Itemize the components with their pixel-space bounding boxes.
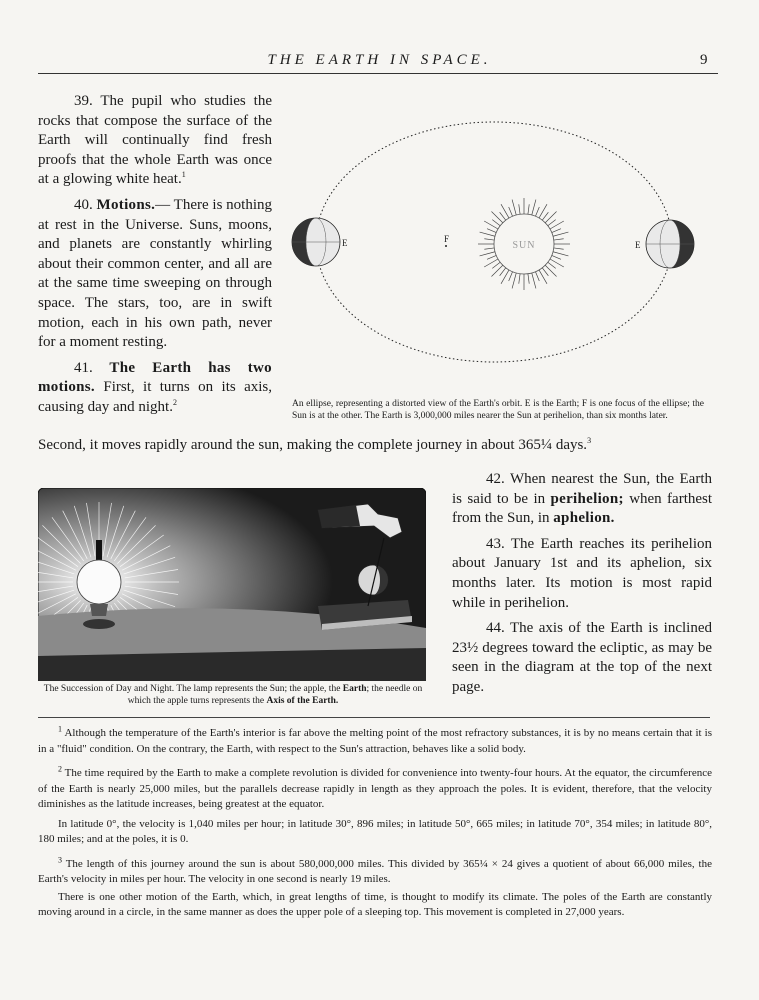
term-perihelion: perihelion; (550, 490, 624, 507)
footnote-mark: 1 (58, 724, 62, 734)
footnote-mark: 2 (58, 764, 62, 774)
paragraph-text: Second, it moves rapidly around the sun, making the complete journey in about 365¼ days. (38, 437, 588, 453)
caption-term-earth: Earth (342, 684, 367, 694)
orbit-caption: An ellipse, representing a distorted view of the Earth's orbit. E is the Earth; F is one focus of the ellipse; the Sun is at the other. The Earth is 3,000,000 miles nearer the Sun at perihelion, than six months later. (292, 399, 704, 422)
page-number: 9 (700, 52, 708, 68)
heading-dash: — (155, 196, 171, 213)
footnote-mark: 3 (58, 854, 62, 864)
footnote-rule (38, 717, 710, 718)
paragraph-text: when farthest from the Sun, in (452, 490, 713, 527)
day-night-illustration (38, 488, 426, 681)
paragraph-text: The axis of the Earth is inclined 23½ degrees toward the ecliptic, as may be seen in the diagram at the top of the next page. (452, 620, 712, 695)
paragraph-number: 44. (486, 620, 505, 637)
paragraph-text: When nearest the Sun, the Earth is said to be in (452, 471, 712, 507)
footnote-2-continued (38, 817, 712, 848)
paragraph-39 (38, 92, 272, 190)
paragraph-text: There is nothing at rest in the Universe. Suns, moons, and planets are constantly whirling about their common center, and all are at the same time sweeping on through space. The stars, too, are in swift motion, each in his own path, never for a moment resting. (38, 196, 273, 351)
earth-left-label: E (342, 238, 348, 248)
footnote-3 (38, 854, 712, 888)
focus-label: F (444, 234, 450, 244)
footnote-text: The time required by the Earth to make a complete revolution is divided for convenience into twenty-four hours. At the equator, the circumference of the Earth is nearly 25,000 miles, but the parallels decrease rapidly in length as they approach the poles. It is evident, therefore, that the velocity diminishes as the latitude increases, being greatest at the equator. (38, 767, 712, 810)
footnote-text: There is one other motion of the Earth, which, in great lengths of time, is thought to modify its climate. The poles of the Earth are constantly moving around in a circle, in the same manner as does the upper pole of a sleeping top. This movement is completed in 27,000 years. (38, 890, 712, 918)
paragraph-text: First, it turns on its axis, causing day and night. (38, 379, 272, 415)
paragraph-heading: Motions. (96, 196, 156, 213)
caption-text: ; the needle on which the apple turns represents the (127, 684, 423, 707)
paragraph-41-continued (38, 436, 712, 456)
footnote-ref: 1 (181, 170, 186, 180)
caption-text: The Succession of Day and Night. The lamp represents the Sun; the apple, the (43, 684, 341, 694)
footnote-text: Although the temperature of the Earth's interior is far above the melting point of the most refractory substances, it is by no means certain that it is in a "fluid" condition. On the contrary, the Earth, with respect to the Sun's attraction, behaves like a solid body. (38, 727, 712, 755)
paragraph-40 (38, 196, 272, 353)
lamp-caption (38, 683, 428, 708)
footnote-ref: 2 (172, 397, 177, 407)
earth-right-icon (646, 220, 694, 268)
paragraph-heading: The Earth has two motions. (38, 359, 272, 396)
sun-label: SUN (512, 240, 536, 251)
footnotes (38, 726, 712, 921)
running-title: THE EARTH IN SPACE. (267, 52, 492, 68)
footnote-ref: 3 (587, 436, 592, 445)
header-rule (38, 73, 718, 74)
paragraph-number: 43. (486, 535, 505, 552)
paragraph-42 (452, 470, 712, 529)
term-aphelion: aphelion. (553, 510, 615, 527)
earth-right-label: E (635, 240, 641, 250)
right-column (452, 470, 712, 698)
paragraph-text: The Earth reaches its perihelion about January 1st and its aphelion, six months later. Its motion is most rapid while in perihelion. (452, 535, 712, 611)
paragraph-text: The pupil who studies the rocks that compose the surface of the Earth will continually find fresh proofs that the whole Earth was once at a glowing white heat. (38, 93, 272, 188)
paragraph-number: 39. (74, 93, 93, 109)
left-column (38, 92, 272, 418)
paragraph-number: 41. (74, 359, 93, 376)
earth-left-icon (292, 218, 340, 266)
footnote-1 (38, 726, 712, 757)
paragraph-number: 42. (486, 471, 505, 487)
paragraph-number: 40. (74, 196, 93, 213)
orbit-diagram (282, 100, 712, 380)
focus-point (445, 245, 447, 247)
footnote-text: In latitude 0°, the velocity is 1,040 miles per hour; in latitude 30°, 896 miles; in latitude 50°, 665 miles; in latitude 70°, 354 miles; in latitude 80°, 180 miles; and at the poles, it is 0. (38, 817, 712, 845)
footnote-3-continued (38, 890, 712, 921)
caption-term-axis: Axis of the Earth. (266, 696, 339, 707)
footnote-text: The length of this journey around the sun is about 580,000,000 miles. This divided by 365¼ × 24 gives a quotient of about 66,000 miles, the Earth's velocity in miles per hour. The velocity in one second is nearly 19 miles. (38, 857, 712, 885)
footnote-2 (38, 766, 712, 813)
paragraph-43 (452, 535, 712, 613)
paragraph-41-start (38, 359, 272, 418)
paragraph-44 (452, 619, 712, 697)
